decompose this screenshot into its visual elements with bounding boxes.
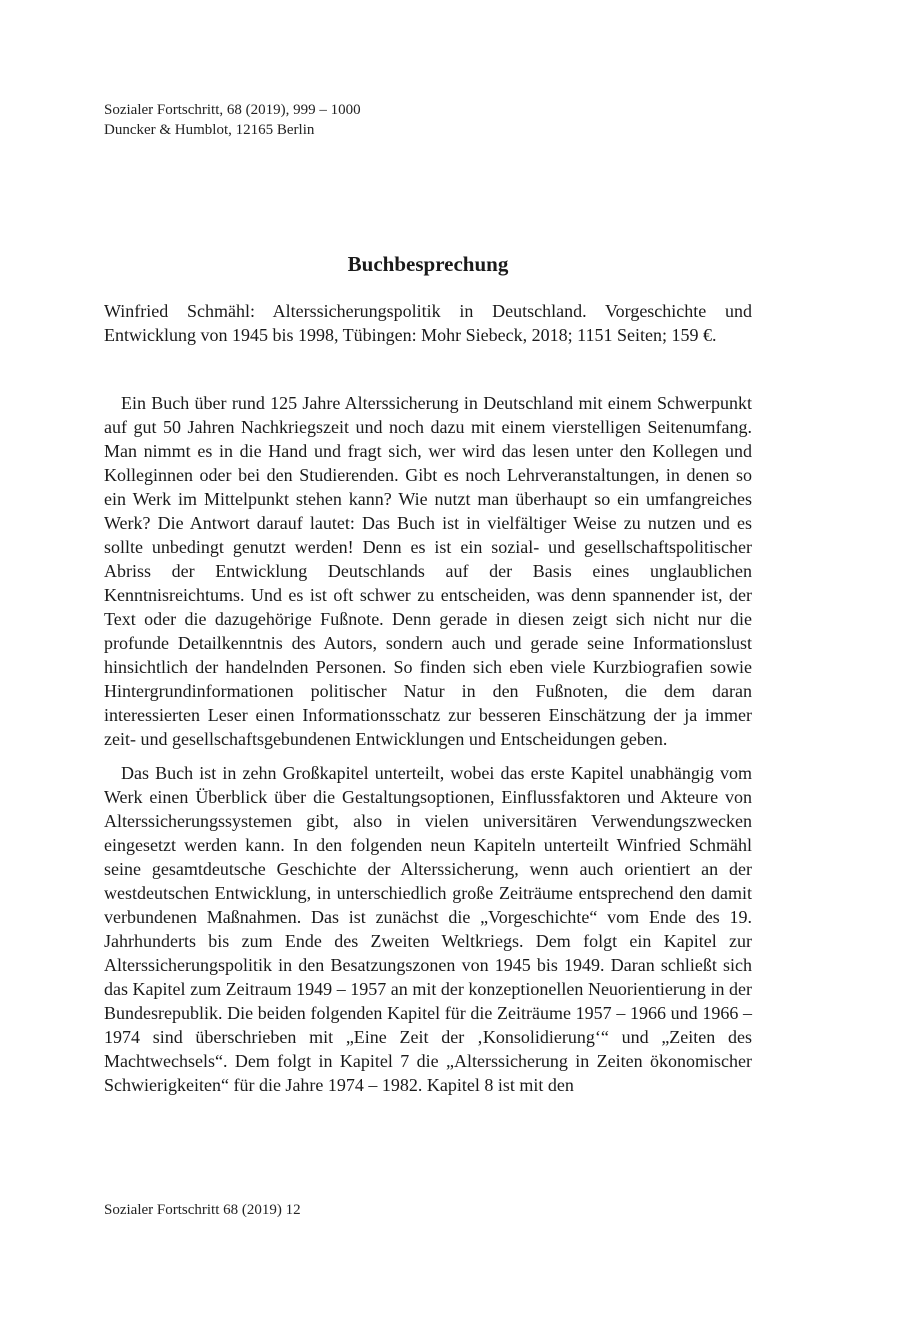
header-journal-line: Sozialer Fortschritt, 68 (2019), 999 – 1000 bbox=[104, 102, 361, 118]
paragraph-2: Das Buch ist in zehn Großkapitel unterteilt, wobei das erste Kapitel unabhängig vom Werk einen Überblick über die Gestaltungsoptionen, Einflussfaktoren und Akteure von Alterssicherungssystemen gibt, also in vielen universitären Verwendungszwecken eingesetzt werden kann. In den folgenden neun Kapiteln unterteilt Winfried Schmähl seine gesamtdeutsche Geschichte der Alterssicherung, wenn auch orientiert an der westdeutschen Entwicklung, in unterschiedlich große Zeiträume entsprechend den damit verbundenen Maßnahmen. Das ist zunächst die „Vorgeschichte“ vom Ende des 19. Jahrhunderts bis zum Ende des Zweiten Weltkriegs. Dem folgt ein Kapitel zur Alterssicherungspolitik in den Besatzungszonen von 1945 bis 1949. Daran schließt sich das Kapitel zum Zeitraum 1949 – 1957 an mit der konzeptionellen Neuorientierung in der Bundesrepublik. Die beiden folgenden Kapitel für die Zeiträume 1957 – 1966 und 1966 – 1974 sind überschrieben mit „Eine Zeit der ‚Konsolidierung‘“ und „Zeiten des Machtwechsels“. Dem folgt in Kapitel 7 die „Alterssicherung in Zeiten ökonomischer Schwierigkeiten“ für die Jahre 1974 – 1982. Kapitel 8 ist mit den bbox=[104, 763, 752, 1095]
running-footer: Sozialer Fortschritt 68 (2019) 12 bbox=[104, 1202, 301, 1218]
header-publisher-line: Duncker & Humblot, 12165 Berlin bbox=[104, 122, 315, 138]
page-title: Buchbesprechung bbox=[347, 252, 509, 276]
running-header bbox=[104, 100, 361, 140]
paragraph-1: Ein Buch über rund 125 Jahre Alterssicherung in Deutschland mit einem Schwerpunkt auf gut 50 Jahren Nachkriegszeit und noch dazu mit einem vierstelligen Seitenumfang. Man nimmt es in die Hand und fragt sich, wer wird das lesen unter den Kollegen und Kolleginnen oder bei den Studierenden. Gibt es noch Lehrveranstaltungen, in denen so ein Werk im Mittelpunkt stehen kann? Wie nutzt man überhaupt so ein umfangreiches Werk? Die Antwort darauf lautet: Das Buch ist in vielfältiger Weise zu nutzen und es sollte unbedingt genutzt werden! Denn es ist ein sozial- und gesellschaftspolitischer Abriss der Entwicklung Deutschlands auf der Basis eines unglaublichen Kenntnisreichtums. Und es ist oft schwer zu entscheiden, was denn spannender ist, der Text oder die dazugehörige Fußnote. Denn gerade in diesen zeigt sich nicht nur die profunde Detailkenntnis des Autors, sondern auch und gerade seine Informationslust hinsichtlich der handelnden Personen. So finden sich eben viele Kurzbiografien sowie Hintergrundinformationen politischer Natur in den Fußnoten, die dem daran interessierten Leser einen Informationsschatz zur besseren Einschätzung der ja immer zeit- und gesellschaftsgebundenen Entwicklungen und Entscheidungen geben. bbox=[104, 393, 752, 749]
book-citation: Winfried Schmähl: Alterssicherungspolitik in Deutschland. Vorgeschichte und Entwicklung von 1945 bis 1998, Tübingen: Mohr Siebeck, 2018; 1151 Seiten; 159 €. bbox=[104, 301, 752, 345]
review-body bbox=[104, 391, 752, 1107]
